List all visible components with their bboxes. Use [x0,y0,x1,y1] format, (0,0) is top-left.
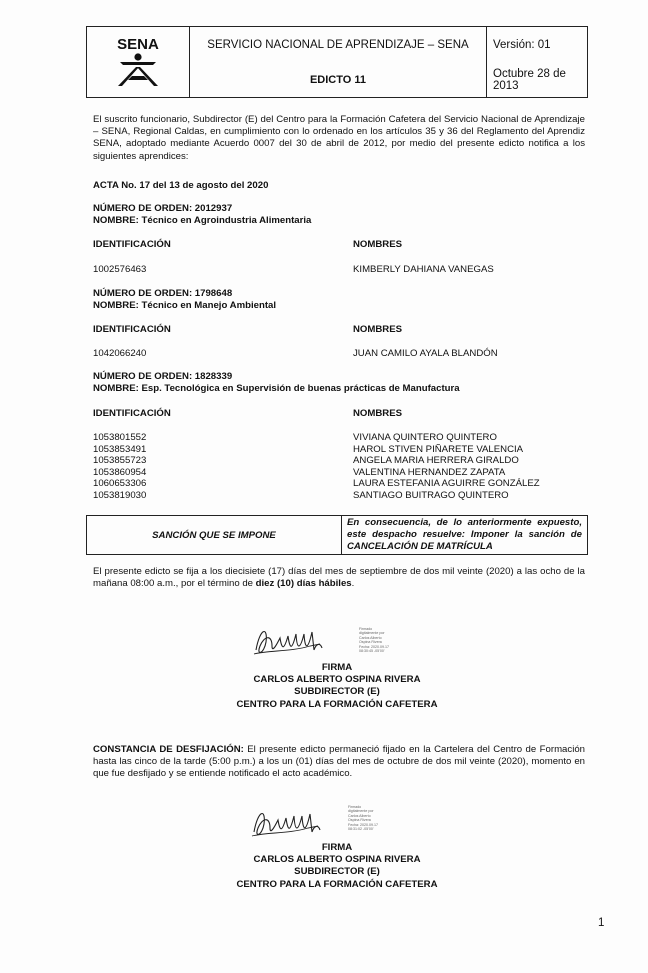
acta-line: ACTA No. 17 del 13 de agosto del 2020 [93,180,269,191]
page-number: 1 [598,917,605,929]
group-1-orden: NÚMERO DE ORDEN: 2012937 [93,203,233,214]
fijacion-text: El presente edicto se fija a los diecisiete (17) días del mes de septiembre de dos mil veinte (2020) a las ocho de la mañana 08:00 a.m., por el término de [93,566,585,590]
group-2-name-0: JUAN CAMILO AYALA BLANDÓN [353,348,498,359]
sancion-text [342,516,587,554]
document-header [86,26,588,98]
version-label: Versión: 01 [493,38,551,51]
fijacion-paragraph [93,566,585,590]
list-item: 1053853491 [93,443,147,455]
stamp-line: digitalmente por [348,809,374,814]
group-3-col-id: IDENTIFICACIÓN [93,408,171,419]
signature-1-stamp [359,627,399,653]
constancia-paragraph [93,744,585,781]
sancion-table [86,515,588,555]
group-3-names [353,432,540,502]
group-3-orden: NÚMERO DE ORDEN: 1828339 [93,371,233,382]
firma-label: FIRMA [321,662,353,673]
signature-1-image [250,620,328,662]
constancia-label: CONSTANCIA DE DESFIJACIÓN: [93,744,244,755]
list-item: VIVIANA QUINTERO QUINTERO [353,432,497,443]
list-item: SANTIAGO BUITRAGO QUINTERO [353,489,509,501]
signer-center: CENTRO PARA LA FORMACIÓN CAFETERA [236,878,438,890]
sancion-text-prefix: En consecuencia, de lo anteriormente expuesto, este despacho resuelve: Imponer la sanción de [347,517,582,540]
list-item: HAROL STIVEN PIÑARETE VALENCIA [353,443,524,455]
stamp-line: Carlos Alberto [348,813,371,818]
list-item: VALENTINA HERNANDEZ ZAPATA [353,466,506,478]
stamp-line: Fecha: 2020.09.17 [359,644,389,649]
fijacion-bold: diez (10) días hábiles [255,578,352,590]
firma-label: FIRMA [321,842,353,853]
group-3-nombre: NOMBRE: Esp. Tecnológica en Supervisión de buenas prácticas de Manufactura [93,383,460,394]
list-item: 1053860954 [93,466,147,478]
stamp-line: Firmado [348,805,362,809]
signature-2-image [248,802,326,844]
stamp-line: 08:31:02 -05'00' [348,827,374,832]
group-2-orden: NÚMERO DE ORDEN: 1798648 [93,288,233,299]
sancion-text-bold: CANCELACIÓN DE MATRÍCULA [347,541,493,552]
group-1-col-names: NOMBRES [353,239,403,250]
doc-title: EDICTO 11 [309,73,367,86]
stamp-line: digitalmente por [359,631,385,636]
group-3-col-names: NOMBRES [353,408,403,419]
constancia-text: El presente edicto permaneció fijado en la Cartelera del Centro de Formación hasta las cinco de la tarde (5:00 p.m.) a los un (01) días del mes de octubre de dos mil veinte (2020), momento en que fue desfijado y se entiende notificado el acto académico. [93,744,585,780]
list-item: 1053819030 [93,489,147,501]
svg-text:SENA: SENA [117,36,159,53]
group-1-col-id: IDENTIFICACIÓN [93,239,171,250]
group-2-nombre: NOMBRE: Técnico en Manejo Ambiental [93,300,277,311]
group-2-col-names: NOMBRES [353,324,403,335]
header-date: Octubre 28 de 2013 [493,67,566,92]
group-3-ids [93,432,146,502]
stamp-line: 08:30:45 -05'00' [359,649,385,654]
sancion-label: SANCIÓN QUE SE IMPONE [87,516,342,554]
list-item: 1053855723 [93,455,147,467]
signature-2-block [0,842,648,891]
signer-name: CARLOS ALBERTO OSPINA RIVERA [253,674,421,686]
signature-2-stamp [348,805,388,831]
list-item: 1053801552 [93,432,147,443]
group-2-id-0: 1042066240 [93,348,147,359]
list-item: ANGELA MARIA HERRERA GIRALDO [353,455,519,467]
signer-role: SUBDIRECTOR (E) [294,686,380,698]
group-2-col-id: IDENTIFICACIÓN [93,324,171,335]
signer-role: SUBDIRECTOR (E) [294,866,380,878]
sena-logo [87,27,190,97]
stamp-line: Ospina Rivera [359,640,382,645]
signature-1-block [0,662,648,711]
stamp-line: Carlos Alberto [359,635,382,640]
intro-paragraph: El suscrito funcionario, Subdirector (E) del Centro para la Formación Cafetera del Servicio Nacional de Aprendizaje – SENA, Regional Caldas, en cumplimiento con lo ordenado en los artículos 35 y 36 del Reglamento del Aprendiz SENA, adoptado mediante Acuerdo 0007 del 30 de abril de 2012, por medio del presente edicto notifica a los siguientes aprendices: [93,114,585,162]
org-name: SERVICIO NACIONAL DE APRENDIZAJE – SENA [207,38,469,51]
signer-name: CARLOS ALBERTO OSPINA RIVERA [253,854,421,866]
stamp-line: Firmado [359,627,373,631]
stamp-line: Fecha: 2020.09.17 [348,822,378,827]
list-item: LAURA ESTEFANIA AGUIRRE GONZÁLEZ [353,478,540,490]
fijacion-end: . [351,578,355,590]
group-1-id-0: 1002576463 [93,264,147,275]
list-item: 1060653306 [93,478,147,490]
stamp-line: Ospina Rivera [348,818,371,823]
signer-center: CENTRO PARA LA FORMACIÓN CAFETERA [236,698,438,710]
group-1-name-0: KIMBERLY DAHIANA VANEGAS [353,264,494,275]
group-1-nombre: NOMBRE: Técnico en Agroindustria Alimentaria [93,215,312,226]
sena-logo-icon [106,34,170,90]
